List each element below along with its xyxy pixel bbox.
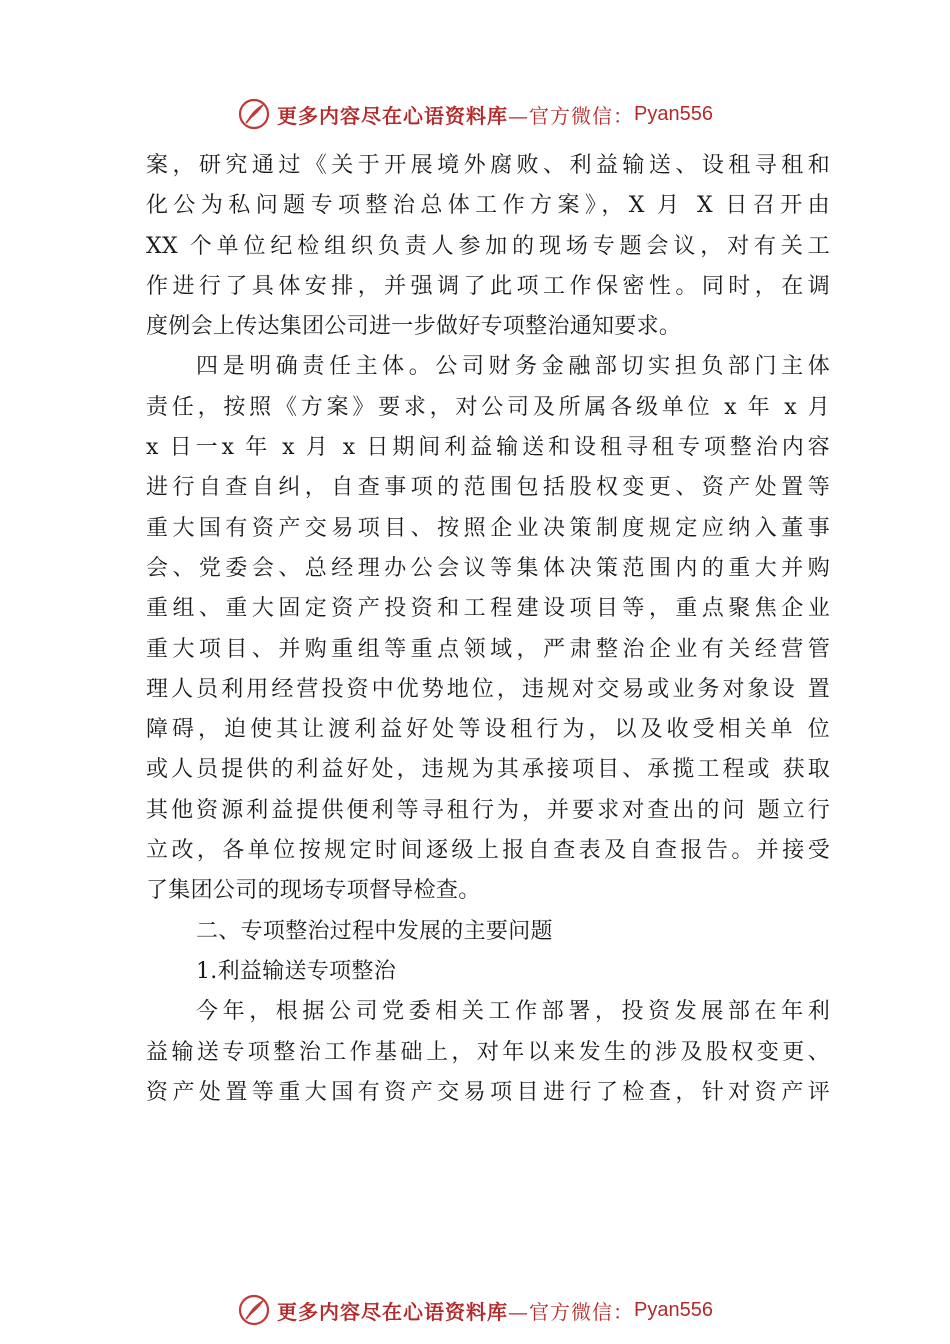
body-line: 重大国有资产交易项目、按照企业决策制度规定应纳入董事 <box>146 515 830 541</box>
body-line: 责任，按照《方案》要求，对公司及所属各级单位 x 年 x 月 <box>146 394 830 420</box>
body-line: XX 个单位纪检组织负责人参加的现场专题会议，对有关工 <box>146 233 830 259</box>
body-line: 案，研究通过《关于开展境外腐败、利益输送、设租寻租和 <box>146 153 830 178</box>
body-line: 度例会上传达集团公司进一步做好专项整治通知要求。 <box>146 314 682 340</box>
body-line: 益输送专项整治工作基础上，对年以来发生的涉及股权变更、 <box>146 1039 830 1065</box>
watermark-separator: —官方微信： <box>508 1299 635 1324</box>
watermark-separator: —官方微信： <box>508 103 635 128</box>
body-line: 障碍，迫使其让渡利益好处等设租行为，以及收受相关单 位 <box>146 717 830 743</box>
body-line: 化公为私问题专项整治总体工作方案》，X 月 X 日召开由 <box>146 193 830 219</box>
section-heading: 二、专项整治过程中发展的主要问题 <box>196 918 553 944</box>
body-line: 四是明确责任主体。公司财务金融部切实担负部门主体 <box>196 354 830 380</box>
header-watermark <box>0 94 950 134</box>
body-line: x 日一x 年 x 月 x 日期间利益输送和设租寻租专项整治内容 <box>146 435 830 461</box>
quill-logo-icon <box>237 1293 271 1327</box>
body-line: 资产处置等重大国有资产交易项目进行了检查，针对资产评 <box>146 1079 830 1105</box>
footer-watermark <box>0 1290 950 1330</box>
body-line: 立改，各单位按规定时间逐级上报自查表及自查报告。并接受 <box>146 838 830 864</box>
body-line: 作进行了具体安排，并强调了此项工作保密性。同时，在调 <box>146 273 830 299</box>
watermark-wechat-id: Pyan556 <box>634 1298 713 1321</box>
body-line: 今年，根据公司党委相关工作部署，投资发展部在年利 <box>196 999 830 1025</box>
document-body <box>146 146 830 1113</box>
body-line: 重组、重大固定资产投资和工程建设项目等，重点聚焦企业 <box>146 596 830 622</box>
body-line: 其他资源利益提供便利等寻租行为，并要求对查出的问 题立行 <box>146 797 830 823</box>
body-line: 理人员利用经营投资中优势地位，违规对交易或业务对象设 置 <box>146 676 830 702</box>
body-line: 了集团公司的现场专项督导检查。 <box>146 878 481 904</box>
body-line: 会、党委会、总经理办公会议等集体决策范围内的重大并购 <box>146 555 830 581</box>
body-line: 或人员提供的利益好处，违规为其承接项目、承揽工程或 获取 <box>146 757 830 783</box>
subsection-heading: 1.利益输送专项整治 <box>196 958 396 984</box>
quill-logo-icon <box>237 97 271 131</box>
watermark-wechat-id: Pyan556 <box>634 102 713 125</box>
body-line: 重大项目、并购重组等重点领域，严肃整治企业有关经营管 <box>146 636 830 662</box>
body-line: 进行自查自纠，自查事项的范围包括股权变更、资产处置等 <box>146 475 830 501</box>
watermark-text: 更多内容尽在心语资料库 <box>277 103 509 128</box>
watermark-text: 更多内容尽在心语资料库 <box>277 1299 509 1324</box>
